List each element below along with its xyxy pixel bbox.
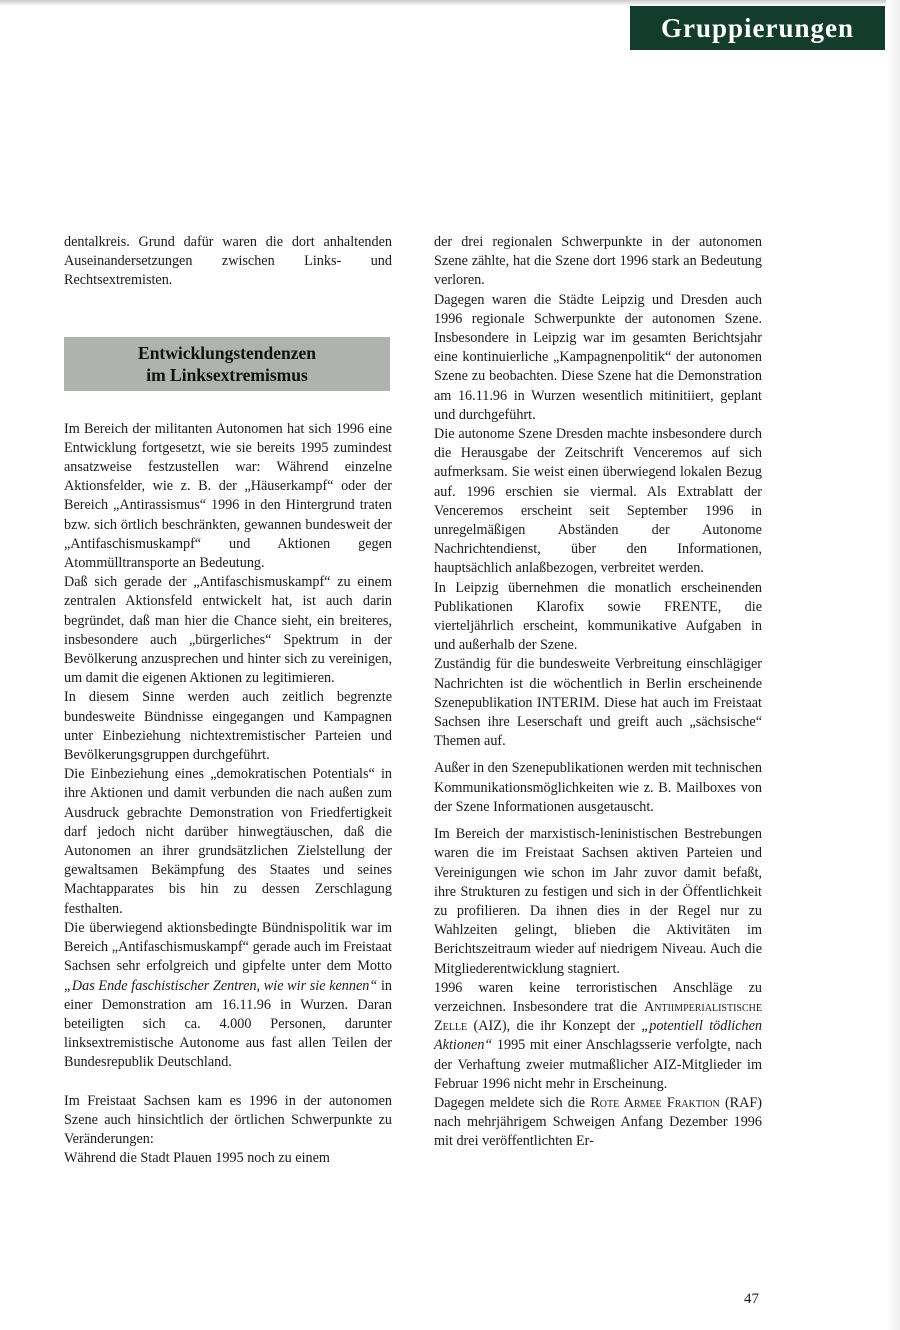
paragraph: der drei regionalen Schwerpunkte in der autonomen Szene zählte, hat die Szene dort 1996 stark an Bedeutung verloren. [434,234,762,289]
intro-paragraph: dentalkreis. Grund dafür waren die dort anhaltenden Auseinandersetzungen zwischen Links- und Rechtsextremisten. [64,234,392,289]
text: Dagegen meldete sich die [434,1094,591,1111]
paragraph: Zuständig für die bundesweite Verbreitung einschlägiger Nachrichten ist die wöchentlich in Berlin erscheinende Szenepublikation INTERIM. Diese hat auch im Freistaat Sachsen ihre Leserschaft und greift auch „sächsische“ Themen auf. [434,656,762,750]
text: in einer Demonstration am 16.11.96 in Wurzen. Daran beteiligten sich ca. 4.000 Personen, darunter linksextremistische Autonome aus fast allen Teilen der Bundesrepublik Deutschland. [64,977,392,1071]
section-heading-line2: im Linksextremismus [146,364,308,385]
text: 1995 mit einer Anschlagsserie verfolgte, nach der Verhaftung zweier mutmaßlicher AIZ-Mitglieder im Februar 1996 nicht mehr in Erscheinung. [434,1037,762,1092]
paragraph: Außer in den Szenepublikationen werden mit technischen Kommunikationsmöglichkeiten wie z. B. Mailboxes von der Szene Informationen ausgetauscht. [434,760,762,815]
organization-name: Rote Armee Fraktion [590,1094,720,1111]
text: (RAF) nach mehrjährigem Schweigen Anfang Dezember 1996 mit drei veröffentlichten Er- [434,1094,762,1150]
paragraph [64,919,392,1073]
section-spacer [64,391,392,420]
paragraph: Die Einbeziehung eines „demokratischen Potentials“ in ihre Aktionen und damit verbunden die nach außen zum Ausdruck gebrachte Demonstration von Friedfertigkeit darf jedoch nicht darüber hinwegtäuschen, daß die Autonomen an ihrer grundsätzlichen Zielstellung der gewaltsamen Bekämpfung des Staates und seines Machtapparates bis hin zu dessen Zerschlagung festhalten. [64,766,392,917]
motto: „Das Ende faschistischer Zentren, wie wir sie kennen“ [64,977,378,994]
left-column [64,233,392,1168]
paragraph: Im Bereich der militanten Autonomen hat sich 1996 eine Entwicklung fortgesetzt, wie sie bereits 1995 zumindest ansatzweise festzustellen war: Während einzelne Aktionsfelder, wie z. B. der „Häuserkampf“ oder der Bereich „Antirassismus“ 1996 in den Hintergrund traten bzw. sich örtlich beschränkten, gewannen bundesweit der „Antifaschismuskampf“ und Aktionen gegen Atommülltransporte an Bedeutung. [64,420,392,572]
text: Die überwiegend aktionsbedingte Bündnispolitik war im Bereich „Antifaschismuskampf“ gerade auch im Freistaat Sachsen sehr erfolgreich und gipfelte unter dem Motto [64,919,392,975]
paragraph [434,1094,762,1152]
concept: „potentiell tödlichen Aktionen“ [434,1018,762,1054]
paragraph: Im Bereich der marxistisch-leninistischen Bestrebungen waren die im Freistaat Sachsen aktiven Parteien und Vereinigungen wie schon im Jahr zuvor damit befaßt, ihre Strukturen zu festigen und sich in der Öffentlichkeit zu profilieren. Da ihnen dies in der Regel nur zu Wahlzeiten gelingt, blieben die Aktivitäten im Berichtszeitraum wieder auf niedrigem Niveau. Auch die Mitgliederentwicklung stagniert. [434,826,762,977]
paragraph: Dagegen waren die Städte Leipzig und Dresden auch 1996 regionale Schwerpunkte der autonomen Szene. Insbesondere in Leipzig war im gesamten Berichtsjahr eine kontinuierliche „Kampagnenpolitik“ der autonomen Szene zu beobachten. Diese Szene hat die Demonstration am 16.11.96 in Wurzen wesentlich mitinitiiert, geplant und durchgeführt. [434,291,762,423]
section-heading-line1: Entwicklungstendenzen [138,342,316,363]
paragraph: Während die Stadt Plauen 1995 noch zu einem [64,1150,330,1167]
paragraph: In diesem Sinne werden auch zeitlich begrenzte bundesweite Bündnisse eingegangen und Kampagnen unter Einbeziehung nichtextremistischer Parteien und Bevölkerungsgruppen durchgeführt. [64,689,392,764]
paragraph: Im Freistaat Sachsen kam es 1996 in der autonomen Szene auch hinsichtlich der örtlichen Schwerpunkte zu Veränderungen: [64,1092,392,1147]
paragraph [434,979,762,1094]
scan-right-edge [886,0,900,1330]
right-column [434,233,762,1152]
organization-name: Antiimperialistische Zelle [434,998,762,1035]
section-heading [64,337,390,391]
text: (AIZ), die ihr Konzept der [467,1018,642,1035]
text: 1996 waren keine terroristischen Anschläge zu verzeichnen. Insbesondere trat die [434,979,762,1015]
paragraph: In Leipzig übernehmen die monatlich erscheinenden Publikationen Klarofix sowie FRENTE, die vierteljährlich erscheint, kommunikative Aufgaben in und außerhalb der Szene. [434,579,762,654]
page-number: 47 [744,1291,759,1307]
paragraph: Die autonome Szene Dresden machte insbesondere durch die Herausgabe der Zeitschrift Venceremos auf sich aufmerksam. Sie weist einen überwiegend lokalen Bezug auf. 1996 erschien sie viermal. Als Extrablatt der Venceremos erscheint seit September 1996 in unregelmäßigen Abständen der Autonome Nachrichtendienst, über den Informationen, hauptsächlich anlaßbezogen, verbreitet werden. [434,426,762,577]
paragraph: Daß sich gerade der „Antifaschismuskampf“ zu einem zentralen Aktionsfeld entwickelt hat, ist auch darin begründet, daß man hier die Chance sieht, ein breiteres, insbesondere auch „bürgerliches“ Spektrum in der Bevölkerung anzusprechen und hinter sich zu vereinigen, um damit die eigenen Aktionen zu legitimieren. [64,574,392,687]
section-header: Gruppierungen [630,6,885,50]
